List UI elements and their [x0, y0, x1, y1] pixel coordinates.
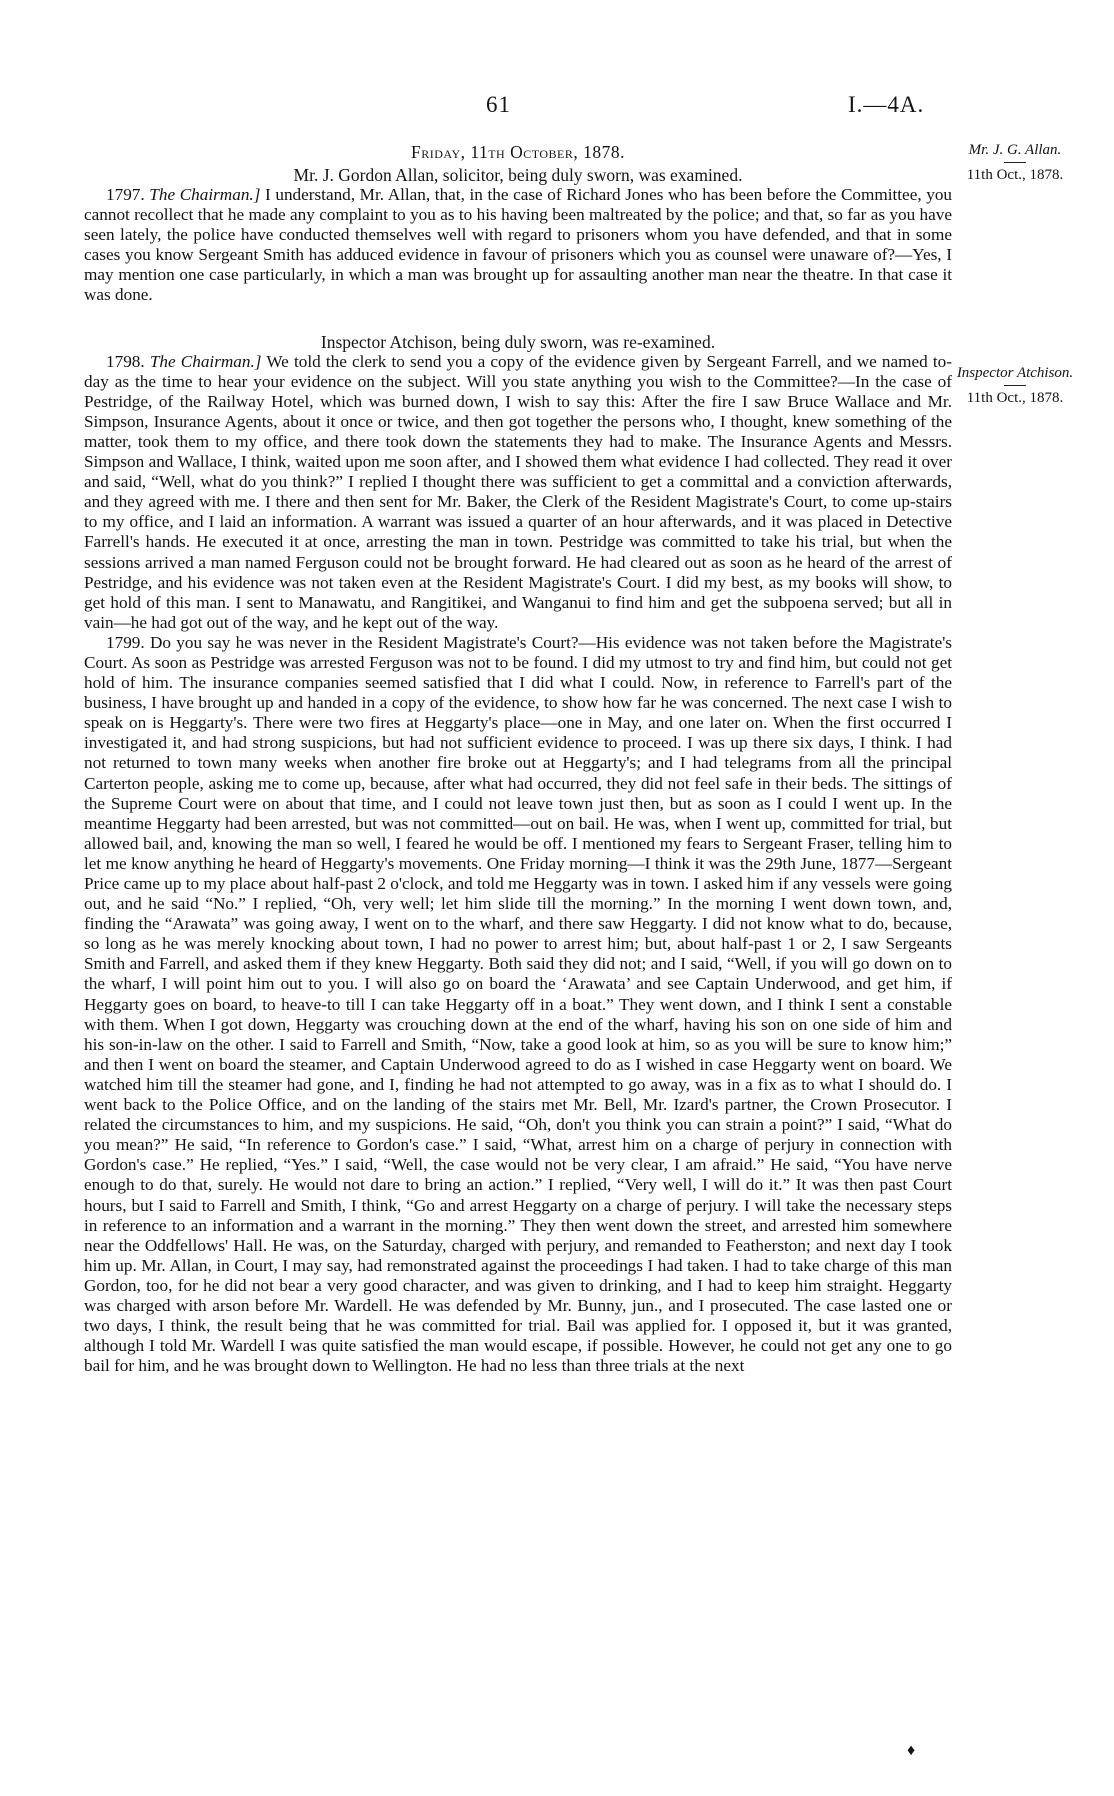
speaker-label: The Chairman.] — [149, 351, 262, 371]
margin-note-atchison — [950, 364, 1080, 408]
document-body — [84, 142, 952, 1376]
question-text: We told the clerk to send you a copy of the evidence given by Sergeant Farrell, and we named to-day as the time to hear your evidence on the subject. Will you state anything you wish to the Committee?—In the case of Pestridge, of the Railway Hotel, which was burned down, I wish to say this: After the fire I saw Bruce Wallace and Mr. Simpson, Insurance Agents, about it once or twice, and then got together the persons who, I thought, knew something of the matter, took them to my office, and there took down the statements they had to make. The Insurance Agents and Messrs. Simpson and Wallace, I think, waited upon me soon after, and I showed them what evidence I had collected. They read it over and said, “Well, what do you think?” I replied I thought there was sufficient to get a committal and a conviction afterwards, and they agreed with me. I there and then sent for Mr. Baker, the Clerk of the Resident Magistrate's Court, to come up-stairs to my office, and I laid an information. A warrant was issued a quarter of an hour afterwards, and it was placed in Detective Farrell's hands. He executed it at once, arresting the man in town. Pestridge was committed to take his trial, but when the sessions arrived a man named Ferguson could not be brought forward. He had cleared out as soon as he heard of the arrest of Pestridge, and his evidence was not taken even at the Resident Magistrate's Court. I did my best, as my books will show, to get hold of this man. I sent to Manawatu, and Rangitikei, and Wanganui to find him and get the subpoena served; but all in vain—he had got out of the way, and he kept out of the way. — [84, 351, 952, 632]
ink-blot-mark: ♦ — [907, 1742, 916, 1759]
page-number: 61 — [486, 92, 511, 117]
question-number: 1799. — [106, 632, 145, 652]
margin-witness-name: Inspector Atchison. — [956, 365, 1074, 381]
witness-intro: Mr. J. Gordon Allan, solicitor, being duly sworn, was examined. — [293, 165, 743, 185]
question-text: I understand, Mr. Allan, that, in the case of Richard Jones who has been before the Committee, you cannot recollect that he made any complaint to you as to his having been maltreated by the police; and that, so far as you have seen lately, the police have conducted themselves well with regard to prisoners whom you have defended, and that in some cases you know Sergeant Smith has adduced evidence in favour of prisoners which you as counsel were unaware of?—Yes, I may mention one case particularly, in which a man was brought up for assaulting another man near the theatre. In that case it was done. — [84, 185, 953, 305]
margin-note-allan — [950, 141, 1080, 185]
margin-divider — [1004, 385, 1026, 386]
question-number: 1797. — [106, 185, 145, 204]
section-spacer — [84, 306, 952, 332]
question-1799 — [84, 633, 952, 1376]
page-header — [0, 92, 1114, 122]
margin-divider — [1004, 162, 1026, 163]
margin-witness-name: Mr. J. G. Allan. — [968, 142, 1062, 158]
speaker-label: The Chairman.] — [149, 185, 261, 204]
margin-date: 11th Oct., 1878. — [966, 167, 1064, 183]
question-text: Do you say he was never in the Resident Magistrate's Court?—His evidence was not taken before the Magistrate's Court. As soon as Pestridge was arrested Ferguson was not to be found. I did my utmost to try and find him, but could not get hold of him. The insurance companies seemed satisfied that I did what I could. Now, in reference to Farrell's part of the business, I have brought up and handed in a copy of the evidence, to show how far he was concerned. The next case I wish to speak on is Heggarty's. There were two fires at Heggarty's place—one in May, and one later on. When the first occurred I investigated it, and had strong suspicions, but had not sufficient evidence to proceed. I was up there six days, I think. I had not returned to town many weeks when another fire broke out at Heggarty's; and I had telegrams from all the principal Carterton people, asking me to come up, because, after what had occurred, they did not feel safe in their beds. The sittings of the Supreme Court were on about that time, and I could not leave town just then, but as soon as I could I went up. In the meantime Heggarty had been arrested, but was not committed—out on bail. He was, when I went up, committed for trial, but allowed bail, and, knowing the man so well, I feared he would be off. I mentioned my fears to Sergeant Fraser, telling him to let me know anything he heard of Heggarty's movements. One Friday morning—I think it was the 29th June, 1877—Sergeant Price came up to my place about half-past 2 o'clock, and told me Heggarty was in town. I asked him if any vessels were going out, and he said “No.” I replied, “Oh, very well; let him slide till the morning.” In the morning I went down town, and, finding the “Arawata” was going away, I went on to the wharf, and there saw Heggarty. I did not know what to do, because, so long as he was merely knocking about town, I had no power to arrest him; but, about half-past 1 or 2, I saw Sergeants Smith and Farrell, and asked them if they knew Heggarty. Both said they did not; and I said, “Well, if you will go down on to the wharf, I will point him out to you. I will also go on board the ‘Arawata’ and see Captain Underwood, and get him, if Heggarty goes on board, to heave-to till I can take Heggarty off in a boat.” They went down, and I think I sent a constable with them. When I got down, Heggarty was crouching down at the end of the wharf, having his son on one side of him and his son-in-law on the other. I said to Farrell and Smith, “Now, take a good look at him, so as you will be sure to know him;” and then I went on board the steamer, and Captain Underwood agreed to do as I wished in case Heggarty went on board. We watched him till the steamer had gone, and I, finding he had not attempted to go away, was in a fix as to what I should do. I went back to the Police Office, and on the landing of the stairs met Mr. Bell, Mr. Izard's partner, the Crown Prosecutor. I related the circumstances to him, and my suspicions. He said, “Oh, don't you think you can strain a point?” I said, “What do you mean?” He said, “In reference to Gordon's case.” I said, “What, arrest him on a charge of perjury in connection with Gordon's case.” He replied, “Yes.” I said, “Well, the case would not be very clear, I am afraid.” He said, “You have nerve enough to do that, surely. He would not dare to bring an action.” I replied, “Very well, I will do it.” It was then past Court hours, but I said to Farrell and Smith, I think, “Go and arrest Heggarty on a charge of perjury. I will take the necessary steps in reference to an information and a warrant in the morning.” They then went down the street, and arrested him somewhere near the Oddfellows' Hall. He was, on the Saturday, charged with perjury, and remanded to Featherston; and next day I took him up. Mr. Allan, in Court, I may say, had remonstrated against the proceedings I had taken. I had to take charge of this man Gordon, too, for he did not bear a very good character, and was given to drinking, and I had to keep him straight. Heggarty was charged with arson before Mr. Wardell. He was defended by Mr. Bunny, jun., and I prosecuted. The case lasted one or two days, I think, the result being that he was committed for trial. Bail was applied for. I opposed it, but it was granted, although I told Mr. Wardell I was quite satisfied the man would escape, if possible. However, he could not get any one to go bail for him, and he was brought down to Wellington. He had no less than three trials at the next — [84, 632, 952, 1376]
witness-intro: Inspector Atchison, being duly sworn, was re-examined. — [320, 331, 716, 352]
sitting-date-heading: Friday, 11th October, 1878. — [411, 142, 625, 162]
question-number: 1798. — [106, 351, 145, 371]
question-1797 — [84, 185, 952, 306]
margin-date: 11th Oct., 1878. — [966, 390, 1064, 406]
paper-reference: I.—4A. — [848, 92, 925, 117]
question-1798 — [84, 352, 952, 633]
